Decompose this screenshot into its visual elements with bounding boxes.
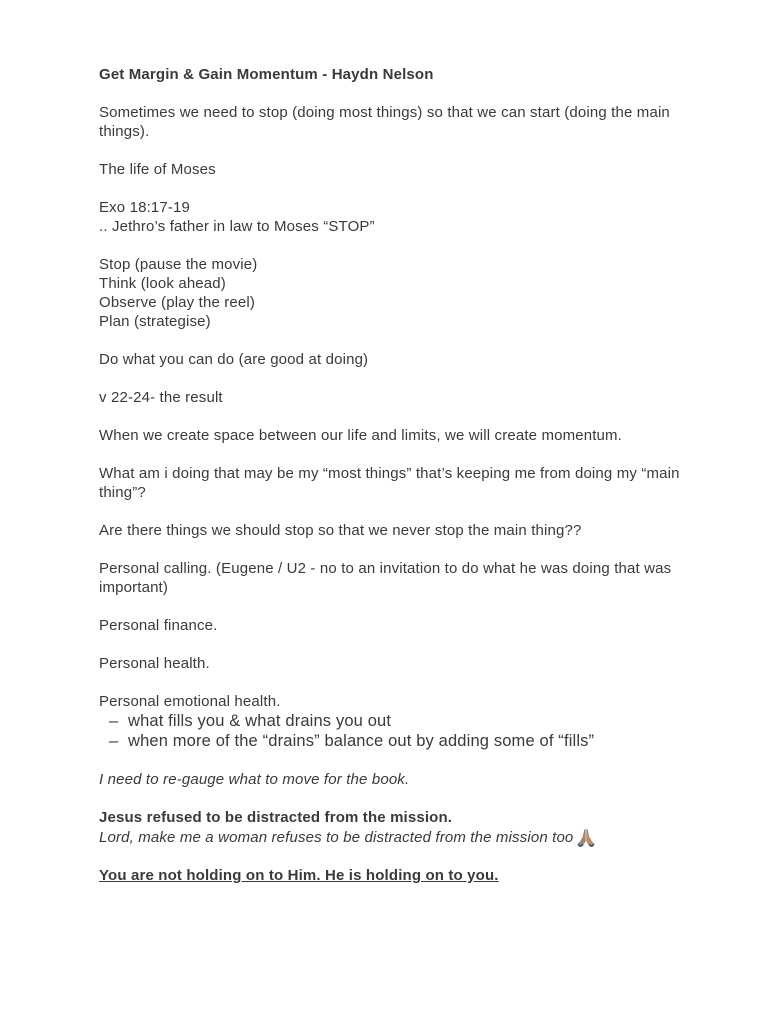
question-stop-things: Are there things we should stop so that we never stop the main thing?? bbox=[99, 522, 582, 539]
list-item-text: when more of the “drains” balance out by adding some of “fills” bbox=[128, 732, 595, 750]
document-title: Get Margin & Gain Momentum - Haydn Nelson bbox=[99, 66, 434, 83]
intro-paragraph: Sometimes we need to stop (doing most things) so that we can start (doing the main things). bbox=[99, 104, 670, 140]
list-item bbox=[99, 711, 689, 731]
step-stop: Stop (pause the movie) bbox=[99, 256, 258, 273]
step-think: Think (look ahead) bbox=[99, 275, 226, 292]
prayer-text: Lord, make me a woman refuses to be distracted from the mission too bbox=[99, 829, 574, 846]
scripture-reference: Exo 18:17-19 bbox=[99, 199, 191, 216]
list-item bbox=[99, 731, 689, 751]
regauge-note: I need to re-gauge what to move for the book. bbox=[99, 771, 410, 788]
question-most-things: What am i doing that may be my “most things” that’s keeping me from doing my “main thing”? bbox=[99, 465, 680, 501]
personal-finance: Personal finance. bbox=[99, 617, 218, 634]
jethro-line: .. Jethro’s father in law to Moses “STOP” bbox=[99, 218, 375, 235]
step-plan: Plan (strategise) bbox=[99, 313, 211, 330]
step-observe: Observe (play the reel) bbox=[99, 294, 256, 311]
moses-line: The life of Moses bbox=[99, 161, 216, 178]
jesus-line: Jesus refused to be distracted from the mission. bbox=[99, 809, 453, 826]
closing-line: You are not holding on to Him. He is holding on to you. bbox=[99, 867, 499, 884]
bullet-dash: – bbox=[109, 712, 119, 730]
space-line: When we create space between our life and limits, we will create momentum. bbox=[99, 427, 622, 444]
personal-calling: Personal calling. (Eugene / U2 - no to an invitation to do what he was doing that was important) bbox=[99, 560, 672, 596]
personal-emotional-health: Personal emotional health. bbox=[99, 693, 281, 710]
result-line: v 22-24- the result bbox=[99, 389, 223, 406]
personal-health: Personal health. bbox=[99, 655, 210, 672]
document-body bbox=[99, 65, 689, 885]
do-what-line: Do what you can do (are good at doing) bbox=[99, 351, 369, 368]
praying-hands-icon bbox=[576, 827, 596, 847]
list-item-text: what fills you & what drains you out bbox=[128, 712, 392, 730]
prayer-line bbox=[99, 827, 689, 847]
emotional-health-list bbox=[99, 711, 689, 751]
bullet-dash: – bbox=[109, 732, 119, 750]
